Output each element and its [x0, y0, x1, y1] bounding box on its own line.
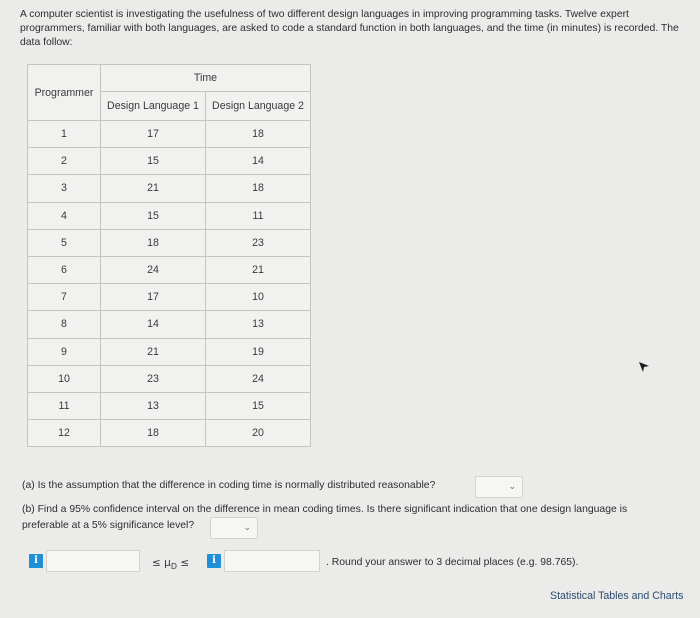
- interval-symbol-end: ≤: [177, 557, 190, 569]
- cell-d1: 24: [101, 256, 206, 283]
- cell-d2: 14: [206, 148, 311, 175]
- cell-prog: 12: [28, 420, 101, 447]
- table-row: [28, 175, 311, 202]
- cell-d2: 21: [206, 256, 311, 283]
- cell-prog: 9: [28, 338, 101, 365]
- rounding-note: . Round your answer to 3 decimal places (e.g. 98.765).: [326, 557, 579, 568]
- upper-bound-input[interactable]: [224, 550, 320, 572]
- chevron-down-icon: ⌄: [508, 481, 516, 491]
- interval-label: [152, 557, 189, 571]
- table-row: [28, 202, 311, 229]
- cell-d2: 18: [206, 121, 311, 148]
- cell-d2: 24: [206, 365, 311, 392]
- cell-prog: 5: [28, 229, 101, 256]
- cell-d2: 19: [206, 338, 311, 365]
- cell-d1: 23: [101, 365, 206, 392]
- table-row: [28, 338, 311, 365]
- cell-prog: 8: [28, 311, 101, 338]
- cell-d1: 14: [101, 311, 206, 338]
- mouse-cursor-icon: [638, 361, 650, 373]
- cell-prog: 11: [28, 392, 101, 419]
- table-row: [28, 284, 311, 311]
- data-table: [27, 64, 311, 447]
- cell-d2: 23: [206, 229, 311, 256]
- significance-dropdown[interactable]: [210, 517, 258, 539]
- header-time: Time: [101, 65, 311, 92]
- table-row: [28, 420, 311, 447]
- interval-symbol: ≤ μ: [152, 557, 171, 569]
- table-row: [28, 392, 311, 419]
- cell-prog: 3: [28, 175, 101, 202]
- info-icon[interactable]: i: [207, 554, 221, 568]
- table-header-row: [28, 65, 311, 92]
- problem-intro: A computer scientist is investigating the usefulness of two different design languages in improving programming tasks. Twelve expert programmers, familiar with both languages, are asked to code a standard function in both languages, and the time (in minutes) is recorded. The data follow:: [20, 9, 679, 48]
- cell-d1: 21: [101, 338, 206, 365]
- table-row: [28, 311, 311, 338]
- cell-prog: 7: [28, 284, 101, 311]
- cell-prog: 4: [28, 202, 101, 229]
- cell-prog: 10: [28, 365, 101, 392]
- chevron-down-icon: ⌄: [243, 522, 251, 532]
- lower-bound-input[interactable]: [46, 550, 140, 572]
- normality-dropdown[interactable]: [475, 476, 523, 498]
- cell-d1: 18: [101, 229, 206, 256]
- table-row: [28, 365, 311, 392]
- question-a: (a) Is the assumption that the difference in coding time is normally distributed reasonable?: [22, 480, 436, 491]
- cell-d2: 10: [206, 284, 311, 311]
- cell-d2: 13: [206, 311, 311, 338]
- header-design-language-2: Design Language 2: [206, 92, 311, 121]
- header-programmer: Programmer: [28, 65, 101, 121]
- header-design-language-1: Design Language 1: [101, 92, 206, 121]
- cell-d2: 11: [206, 202, 311, 229]
- cell-d1: 21: [101, 175, 206, 202]
- question-b-line2: preferable at a 5% significance level?: [22, 520, 195, 531]
- cell-d1: 15: [101, 148, 206, 175]
- table-row: [28, 256, 311, 283]
- cell-prog: 6: [28, 256, 101, 283]
- table-row: [28, 229, 311, 256]
- cell-prog: 1: [28, 121, 101, 148]
- cell-d1: 18: [101, 420, 206, 447]
- table-row: [28, 121, 311, 148]
- cell-d1: 13: [101, 392, 206, 419]
- cell-d2: 20: [206, 420, 311, 447]
- cell-d1: 17: [101, 121, 206, 148]
- question-b-line1: (b) Find a 95% confidence interval on the difference in mean coding times. Is there significant indication that one design language is: [22, 504, 628, 515]
- table-row: [28, 148, 311, 175]
- cell-prog: 2: [28, 148, 101, 175]
- statistical-tables-link[interactable]: Statistical Tables and Charts: [550, 590, 684, 602]
- cell-d1: 17: [101, 284, 206, 311]
- cell-d2: 18: [206, 175, 311, 202]
- cell-d1: 15: [101, 202, 206, 229]
- cell-d2: 15: [206, 392, 311, 419]
- interval-subscript: D: [170, 562, 177, 572]
- info-icon[interactable]: i: [29, 554, 43, 568]
